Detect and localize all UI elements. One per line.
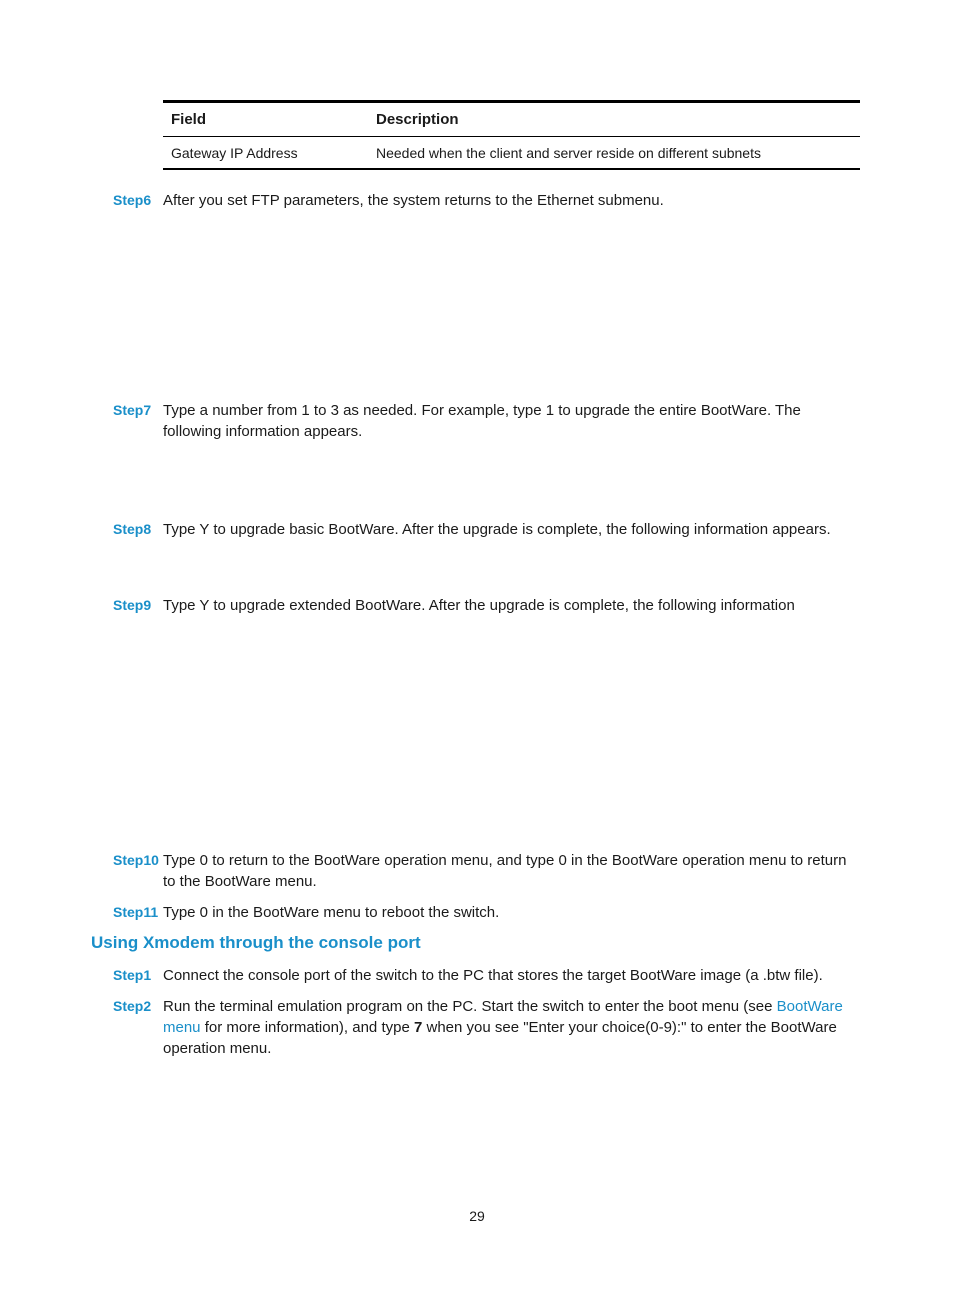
table-row bbox=[163, 137, 860, 168]
xmodem-step-label-1: Step1 bbox=[113, 967, 152, 983]
step-text-10-line2: to the BootWare menu. bbox=[163, 873, 317, 890]
step-text-9: Type Y to upgrade extended BootWare. After the upgrade is complete, the following information bbox=[163, 597, 795, 614]
cell-description: Needed when the client and server reside on different subnets bbox=[376, 144, 761, 161]
step-text-8: Type Y to upgrade basic BootWare. After the upgrade is complete, the following information appears. bbox=[163, 521, 831, 538]
step-label-9: Step9 bbox=[113, 597, 152, 613]
bootware-menu-link[interactable]: BootWare bbox=[776, 998, 843, 1015]
step-text-7-line1: Type a number from 1 to 3 as needed. For example, type 1 to upgrade the entire BootWare. The bbox=[163, 402, 801, 419]
xmodem-step2-line1-text: Run the terminal emulation program on the PC. Start the switch to enter the boot menu (see bbox=[163, 998, 777, 1015]
xmodem-step2-line1 bbox=[163, 996, 868, 1017]
bootware-menu-link-cont[interactable]: menu bbox=[163, 1019, 201, 1036]
section-heading: Using Xmodem through the console port bbox=[91, 933, 421, 952]
field-description-table bbox=[163, 100, 860, 170]
step-text-10-line1: Type 0 to return to the BootWare operation menu, and type 0 in the BootWare operation menu to return bbox=[163, 852, 847, 869]
step-text-7 bbox=[163, 400, 868, 442]
step-text-7-line2: following information appears. bbox=[163, 423, 363, 440]
step-label-8: Step8 bbox=[113, 521, 152, 537]
header-field: Field bbox=[171, 111, 207, 128]
xmodem-step2-line2 bbox=[163, 1017, 868, 1038]
xmodem-step-text-2 bbox=[163, 996, 868, 1059]
xmodem-step-text-1: Connect the console port of the switch to the PC that stores the target BootWare image (a .btw file). bbox=[163, 967, 823, 984]
table-bottom-rule bbox=[163, 168, 860, 170]
header-description: Description bbox=[376, 111, 459, 128]
step-text-6: After you set FTP parameters, the system returns to the Ethernet submenu. bbox=[163, 192, 664, 209]
step-label-7: Step7 bbox=[113, 402, 152, 418]
xmodem-step2-line2-mid: for more information), and type bbox=[200, 1019, 414, 1036]
step-text-11: Type 0 in the BootWare menu to reboot the switch. bbox=[163, 904, 500, 921]
xmodem-step-label-2: Step2 bbox=[113, 998, 152, 1014]
cell-field: Gateway IP Address bbox=[171, 144, 298, 161]
step-text-10 bbox=[163, 850, 868, 892]
xmodem-step2-line2-post: when you see "Enter your choice(0-9):" to enter the BootWare bbox=[422, 1019, 837, 1036]
table-header-row bbox=[163, 103, 860, 136]
page-number: 29 bbox=[469, 1208, 485, 1224]
step-label-10: Step10 bbox=[113, 852, 159, 868]
xmodem-step2-line3: operation menu. bbox=[163, 1040, 272, 1057]
step-label-11: Step11 bbox=[113, 904, 159, 920]
step-label-6: Step6 bbox=[113, 192, 152, 208]
menu-key-7: 7 bbox=[413, 1019, 423, 1036]
